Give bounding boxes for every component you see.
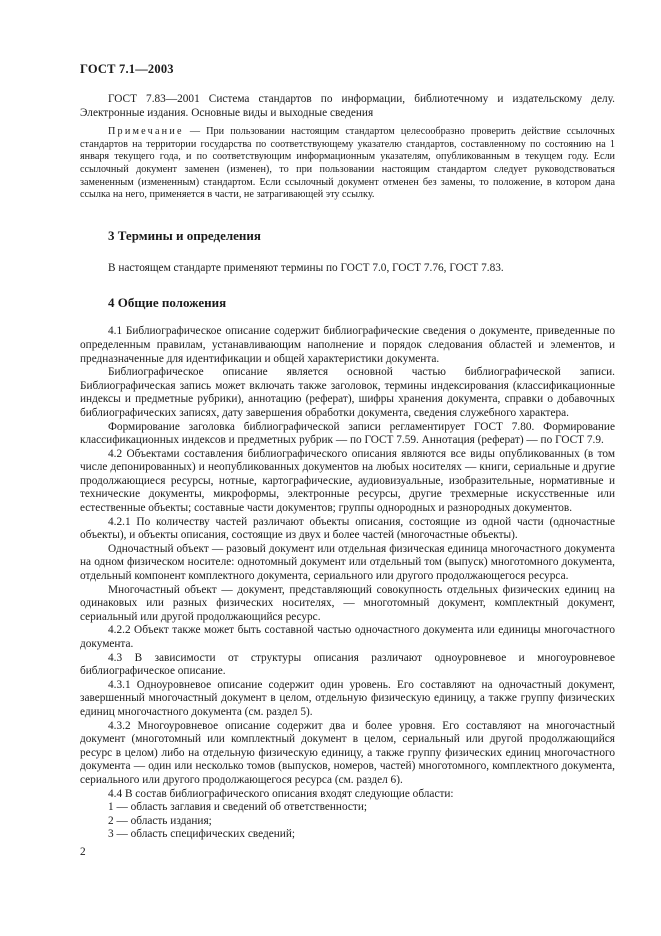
section-4-body bbox=[80, 325, 615, 842]
paragraph-4-2: 4.2 Объектами составления библиографического описания являются все виды опубликованных (в том числе депонированных) и неопубликованных документов на любых носителях — книги, сериальные и другие продолжающиеся ресурсы, нотные, картографические, аудиовизуальные, изобразительные, нормативные и технические документы, микроформы, электронные ресурсы, другие трехмерные искусственные или естественные объекты; составные части документов; группы однородных и разнородных документов. bbox=[80, 447, 615, 515]
paragraph-4-2-2: 4.2.2 Объект также может быть составной частью одночастного документа или единицы многочастного документа. bbox=[80, 624, 615, 650]
normative-reference-note bbox=[80, 126, 615, 202]
paragraph-multi-part-object: Многочастный объект — документ, представляющий совокупность отдельных физических единиц на одинаковых или разных физических носителях, — многотомный документ, комплектный документ, сериальный или другой продолжающийся ресурс. bbox=[80, 583, 615, 623]
paragraph-4-2-1: 4.2.1 По количеству частей различают объекты описания, состоящие из одной части (одночастные объекты), и объекты описания, состоящие из двух и более частей (многочастные объекты). bbox=[80, 515, 615, 542]
page-content bbox=[80, 93, 615, 842]
list-item-area-1: 1 — область заглавия и сведений об ответственности; bbox=[108, 801, 368, 814]
section-3-text: В настоящем стандарте применяют термины по ГОСТ 7.0, ГОСТ 7.76, ГОСТ 7.83. bbox=[108, 261, 504, 274]
list-item-area-2: 2 — область издания; bbox=[108, 814, 212, 827]
section-3-title: 3 Термины и определения bbox=[108, 227, 261, 243]
note-text: — При пользовании настоящим стандартом целесообразно проверить действие ссылочных стандартов на территории государства по соответствующему указателю стандартов, составленному по состоянию на 1 января текущего года, и по соответствующим информационным указателям, опубликованным в текущем году. Если ссылочный документ заменен (изменен), то при пользовании настоящим стандартом следует руководствоваться замененным (измененным) стандартом. Если ссылочный документ отменен без замены, то положение, в котором дана ссылка на него, применяется в части, не затрагивающей эту ссылку. bbox=[80, 126, 615, 201]
list-item-area-3: 3 — область специфических сведений; bbox=[108, 828, 295, 841]
page-header-standard-code: ГОСТ 7.1—2003 bbox=[80, 62, 174, 76]
page-number: 2 bbox=[80, 846, 86, 858]
section-4-title: 4 Общие положения bbox=[108, 295, 227, 311]
paragraph-4-1: 4.1 Библиографическое описание содержит библиографические сведения о документе, приведенные по определенным правилам, устанавливающим наполнение и порядок следования областей и элементов, и предназначенные для идентификации и общей характеристики документа. bbox=[80, 325, 615, 365]
paragraph-4-4: 4.4 В состав библиографического описания входят следующие области: bbox=[108, 787, 454, 800]
paragraph-4-1-heading-formation: Формирование заголовка библиографической записи регламентирует ГОСТ 7.80. Формирование классификационных индексов и предметных рубрик — по ГОСТ 7.59. Аннотация (реферат) — по ГОСТ 7.9. bbox=[80, 420, 615, 447]
paragraph-4-3-2: 4.3.2 Многоуровневое описание содержит два и более уровня. Его составляют на многочастный документ (многотомный или комплектный документ в целом, сериальный или другой продолжающийся ресурс в целом) либо на отдельную физическую единицу, а также группу физических единиц многочастного документа — один или несколько томов (выпусков, номеров, частей) многотомного, комплектного документа, сериального или другого продолжающегося ресурса (см. раздел 6). bbox=[80, 719, 615, 786]
note-label: Примечание bbox=[108, 126, 184, 138]
paragraph-single-part-object: Одночастный объект — разовый документ или отдельная физическая единица многочастного документа на одном физическом носителе: однотомный документ или отдельный том (выпуск) многотомного документа, отдельный компонент комплектного документа, сериального или другого продолжающегося ресурса. bbox=[80, 542, 615, 583]
paragraph-4-3-1: 4.3.1 Одноуровневое описание содержит один уровень. Его составляют на одночастный документ, завершенный многочастный документ в целом, отдельную физическую единицу, а также группу физических единиц многочастного документа (см. раздел 5). bbox=[80, 678, 615, 718]
paragraph-4-1-record: Библиографическое описание является основной частью библиографической записи. Библиографическая запись может включать также заголовок, термины индексирования (классификационные индексы и предметные рубрики), аннотацию (реферат), шифры хранения документа, справки о добавочных библиографических записях, дату завершения обработки документа, сведения служебного характера. bbox=[80, 366, 615, 419]
normative-reference-gost-7-83: ГОСТ 7.83—2001 Система стандартов по информации, библиотечному и издательскому делу. Электронные издания. Основные виды и выходные сведения bbox=[80, 93, 615, 119]
paragraph-4-3: 4.3 В зависимости от структуры описания различают одноуровневое и многоуровневое библиографическое описание. bbox=[80, 651, 615, 678]
